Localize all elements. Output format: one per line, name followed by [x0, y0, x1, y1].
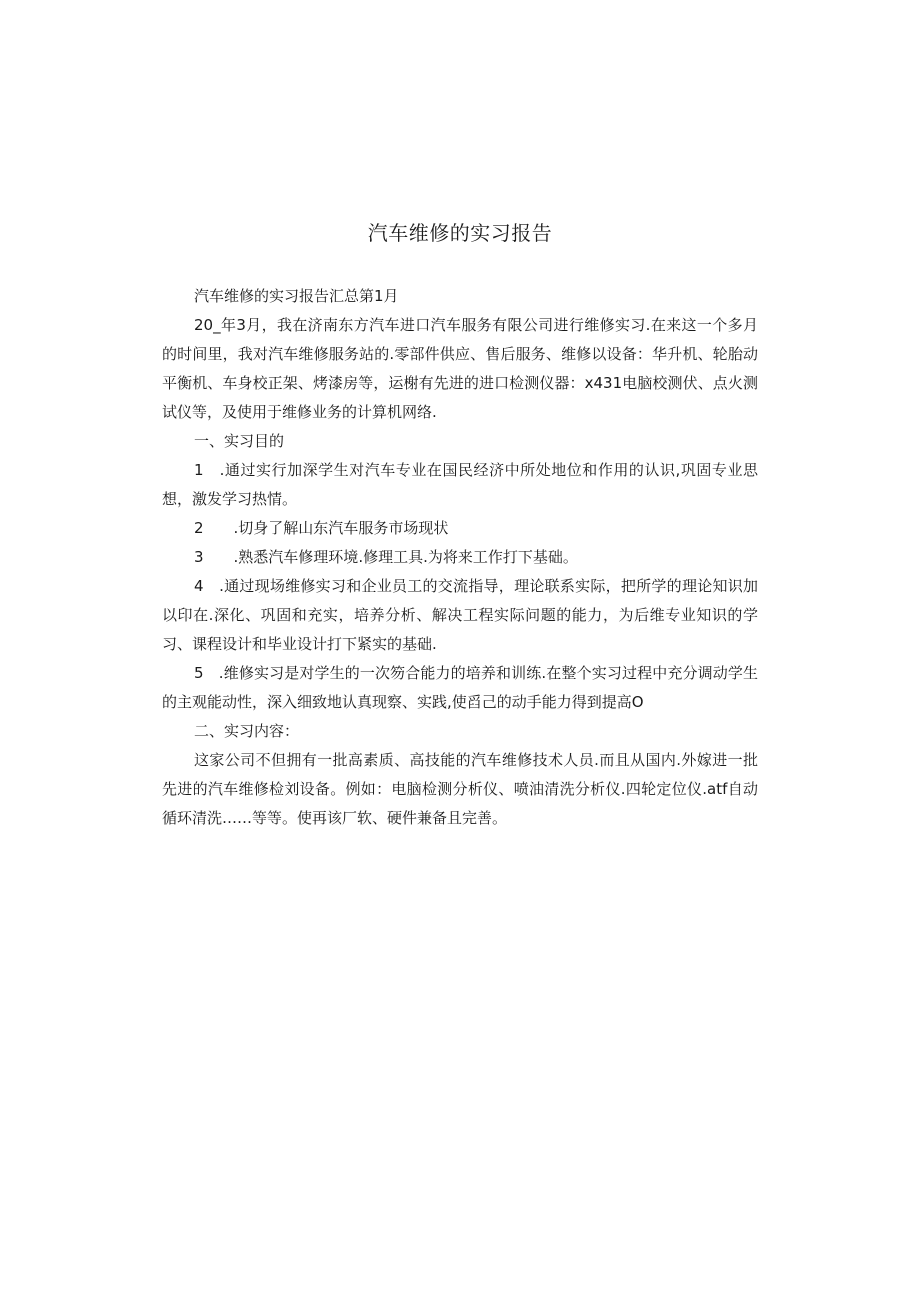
paragraph-subtitle: 汽车维修的实习报告汇总第1月: [194, 287, 399, 305]
list-item: 1 .通过实行加深学生对汽车专业在国民经济中所处地位和作用的认识,巩固专业思想，激发学习热情。: [162, 461, 758, 508]
list-item: 5 .维修实习是对学生的一次笏合能力的培养和训练.在整个实习过程中充分调动学生的主观能动性，深入细致地认真现察、实践,使舀己的动手能力得到提高O: [162, 664, 758, 711]
paragraph-content: 这家公司不但拥有一批高素质、高技能的汽车维修技术人员.而且从国内.外嫁进一批先进的汽车维修检刘设备。例如：电脑检测分析仪、喷油清洗分析仪.四轮定位仪.atf自动循环清洗……等等。使再该厂软、硬件兼备且完善。: [162, 751, 758, 827]
list-item: 4 .通过现场维修实习和企业员工的交流指导，理论联系实际，把所学的理论知识加以印在.深化、巩固和充实，培养分析、解决工程实际问题的能力，为后维专业知识的学习、课程设计和毕业设计打下紧实的基础.: [162, 577, 758, 653]
document-body: [162, 282, 758, 833]
document-title: 汽车维修的实习报告: [367, 221, 553, 245]
section-heading-content: 二、实习内容：: [194, 722, 300, 740]
section-heading-purpose: 一、实习目的: [194, 432, 285, 450]
list-item: 2 .切身了解山东汽车服务市场现状: [194, 519, 449, 537]
list-item: 3 .熟悉汽车修理环境.修理工具.为将来工作打下基础。: [194, 548, 578, 566]
paragraph-intro: 20_年3月，我在济南东方汽车进口汽车服务有限公司进行维修实习.在来这一个多月的时间里，我对汽车维修服务站的.零部件供应、售后服务、维修以设备：华升机、轮胎动平衡机、车身校正架、烤漆房等，运榭有先进的进口检测仪器：x431电脑校测伏、点火测试仪等，及使用于维修业务的计算机网络.: [162, 316, 758, 421]
